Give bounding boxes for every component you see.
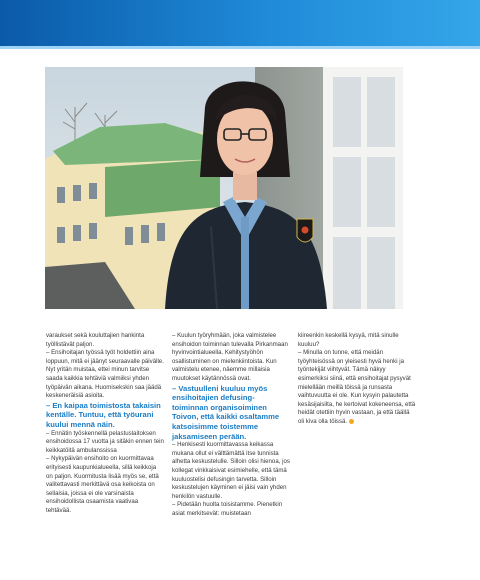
text-column-2 <box>172 332 290 518</box>
paragraph: – Pidetään huolta toisistamme. Pienetkin asiat merkitsevät: muistetaan <box>172 501 283 517</box>
header-band <box>0 0 480 46</box>
paragraph <box>298 349 416 426</box>
paragraph: – Henkisesti kuormittavassa keikassa mukana ollut ei välttämättä itse tunnista alhetta keskustelulle. Silloin olisi hienoa, jos kollegat vinkkaisivat esimiehelle, että tämä kuuluostelisi defusingin tarvetta. Silloin keskustelujen käyminen ei jäisi vain yhden henkilön vastuulle. <box>172 441 290 500</box>
paragraph: kiireenkin keskellä kysyä, mitä sinulle kuuluu? <box>298 332 399 348</box>
paragraph-text: – Minulla on tunne, että meidän työyhteisössä on yleisesti hyvä henki ja työntekijät viihtyvät. Tämä näkyy esimerkiksi siinä, että ensihoitajat pysyvät mielellään meillä töissä ja runsasta vaihtuvuutta ei ole. Kun kysyin palautetta kesäsijaisilta, he kertoivat kokeneensa, että heidät otettiin hyvin vastaan, ja että täällä oli kiva olla töissä. <box>298 349 416 425</box>
text-column-3 <box>298 332 416 427</box>
text-column-1 <box>46 332 164 515</box>
paragraph: – Kuulun työryhmään, joka valmistelee ensihoidon toiminnan tulevalla Pirkanmaan hyvinvointialueella. Kehitystyöhön osallistuminen on mielenkiintoista. Kun valmistelu etenee, näemme millaisia muutokset käytännössä ovat. <box>172 332 288 382</box>
pull-quote: – En kaipaa toimistosta takaisin kentälle. Tuntuu, että työurani kuului mennä näin. <box>46 400 161 429</box>
paragraph: – Nykypäivän ensihoito on kuormittavaa erityisesti kaupunkialueella, sillä keikkoja on paljon. Kuormitusta lisää myös se, että valitettavasti merkittävä osa keikoista on sellaisia, joissa ei ole varsinaista ensihoidollista osaamista vaativaa tehtävää. <box>46 455 159 514</box>
pull-quote: – Vastuulleni kuuluu myös ensihoitajien defusing-toiminnan organisoiminen Toivon, että kaikki osaltamme katsoisimme toistemme jaksamiseen perään. <box>172 383 280 441</box>
portrait-photo <box>45 67 403 309</box>
shield-badge-icon <box>297 219 313 242</box>
paragraph: varaukset sekä kouluttajien hankinta työllistävät paljon. <box>46 332 145 348</box>
paragraph: – Ennätin työskennellä pelastuslaitoksen ensihoidossa 17 vuotta ja sitäkin ennen tein keikkatöitä ambulanssissa <box>46 429 164 454</box>
paragraph: – Ensihoitajan työssä työt holdettiin aina loppuun, mitä ei jäänyt seuraavalle päivälle. Nyt yritän muistaa, ettei minun tarvitse saada kaikkia tehtäviä valmiiksi yhden työpäivän aikana. Huomisekskin saa jäädä keskeneräisiä asioita. <box>46 349 164 400</box>
header-stripe <box>0 46 480 49</box>
article-end-icon <box>349 419 354 424</box>
